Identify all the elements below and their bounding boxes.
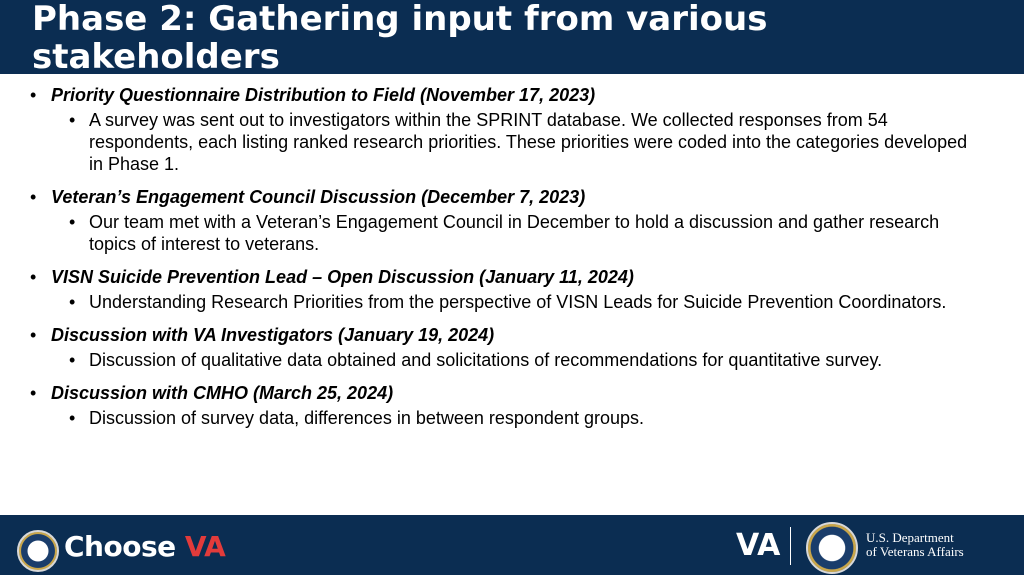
bullet-icon: • [69, 292, 76, 312]
choose-logo-accent: VA [184, 530, 226, 563]
slide-title: Phase 2: Gathering input from various stakeholders [32, 0, 768, 74]
bullet-list [30, 84, 990, 440]
footer-divider [790, 527, 791, 565]
item-detail: Our team met with a Veteran’s Engagement Council in December to hold a discussion and gather research topics of interest to veterans. [89, 212, 940, 254]
choose-va-logo [64, 530, 225, 564]
bullet-icon: • [30, 325, 37, 345]
item-detail: Discussion of qualitative data obtained and solicitations of recommendations for quantitative survey. [89, 350, 883, 370]
department-name-line1: U.S. Department [866, 530, 954, 545]
item-detail: Discussion of survey data, differences in between respondent groups. [89, 408, 644, 428]
item-heading: Priority Questionnaire Distribution to Field (November 17, 2023) [51, 85, 596, 105]
item-detail: A survey was sent out to investigators within the SPRINT database. We collected responses from 54 respondents, each listing ranked research priorities. These priorities were coded into the categories developed in Phase 1. [89, 110, 968, 174]
bullet-icon: • [69, 212, 76, 232]
item-detail: Understanding Research Priorities from the perspective of VISN Leads for Suicide Prevention Coordinators. [89, 292, 947, 312]
item-heading: Discussion with CMHO (March 25, 2024) [51, 383, 394, 403]
bullet-icon: • [30, 187, 37, 207]
bullet-icon: • [69, 408, 76, 428]
list-item [30, 382, 990, 429]
list-item [30, 186, 990, 255]
va-logo: VA [736, 528, 781, 563]
bullet-icon: • [30, 267, 37, 287]
department-name-line2: of Veterans Affairs [866, 544, 964, 559]
va-seal-icon [17, 530, 59, 572]
item-heading: VISN Suicide Prevention Lead – Open Discussion (January 11, 2024) [51, 267, 634, 287]
bullet-icon: • [69, 350, 76, 370]
list-item [30, 84, 990, 175]
department-seal-icon [806, 522, 858, 574]
item-heading: Discussion with VA Investigators (January 19, 2024) [51, 325, 495, 345]
title-bar [0, 0, 1024, 74]
list-item [30, 324, 990, 371]
bullet-icon: • [30, 383, 37, 403]
bullet-icon: • [69, 110, 76, 130]
department-name [866, 531, 1016, 559]
list-item [30, 266, 990, 313]
bullet-icon: • [30, 85, 37, 105]
choose-logo-text: Choose [64, 530, 185, 563]
item-heading: Veteran’s Engagement Council Discussion (December 7, 2023) [51, 187, 586, 207]
